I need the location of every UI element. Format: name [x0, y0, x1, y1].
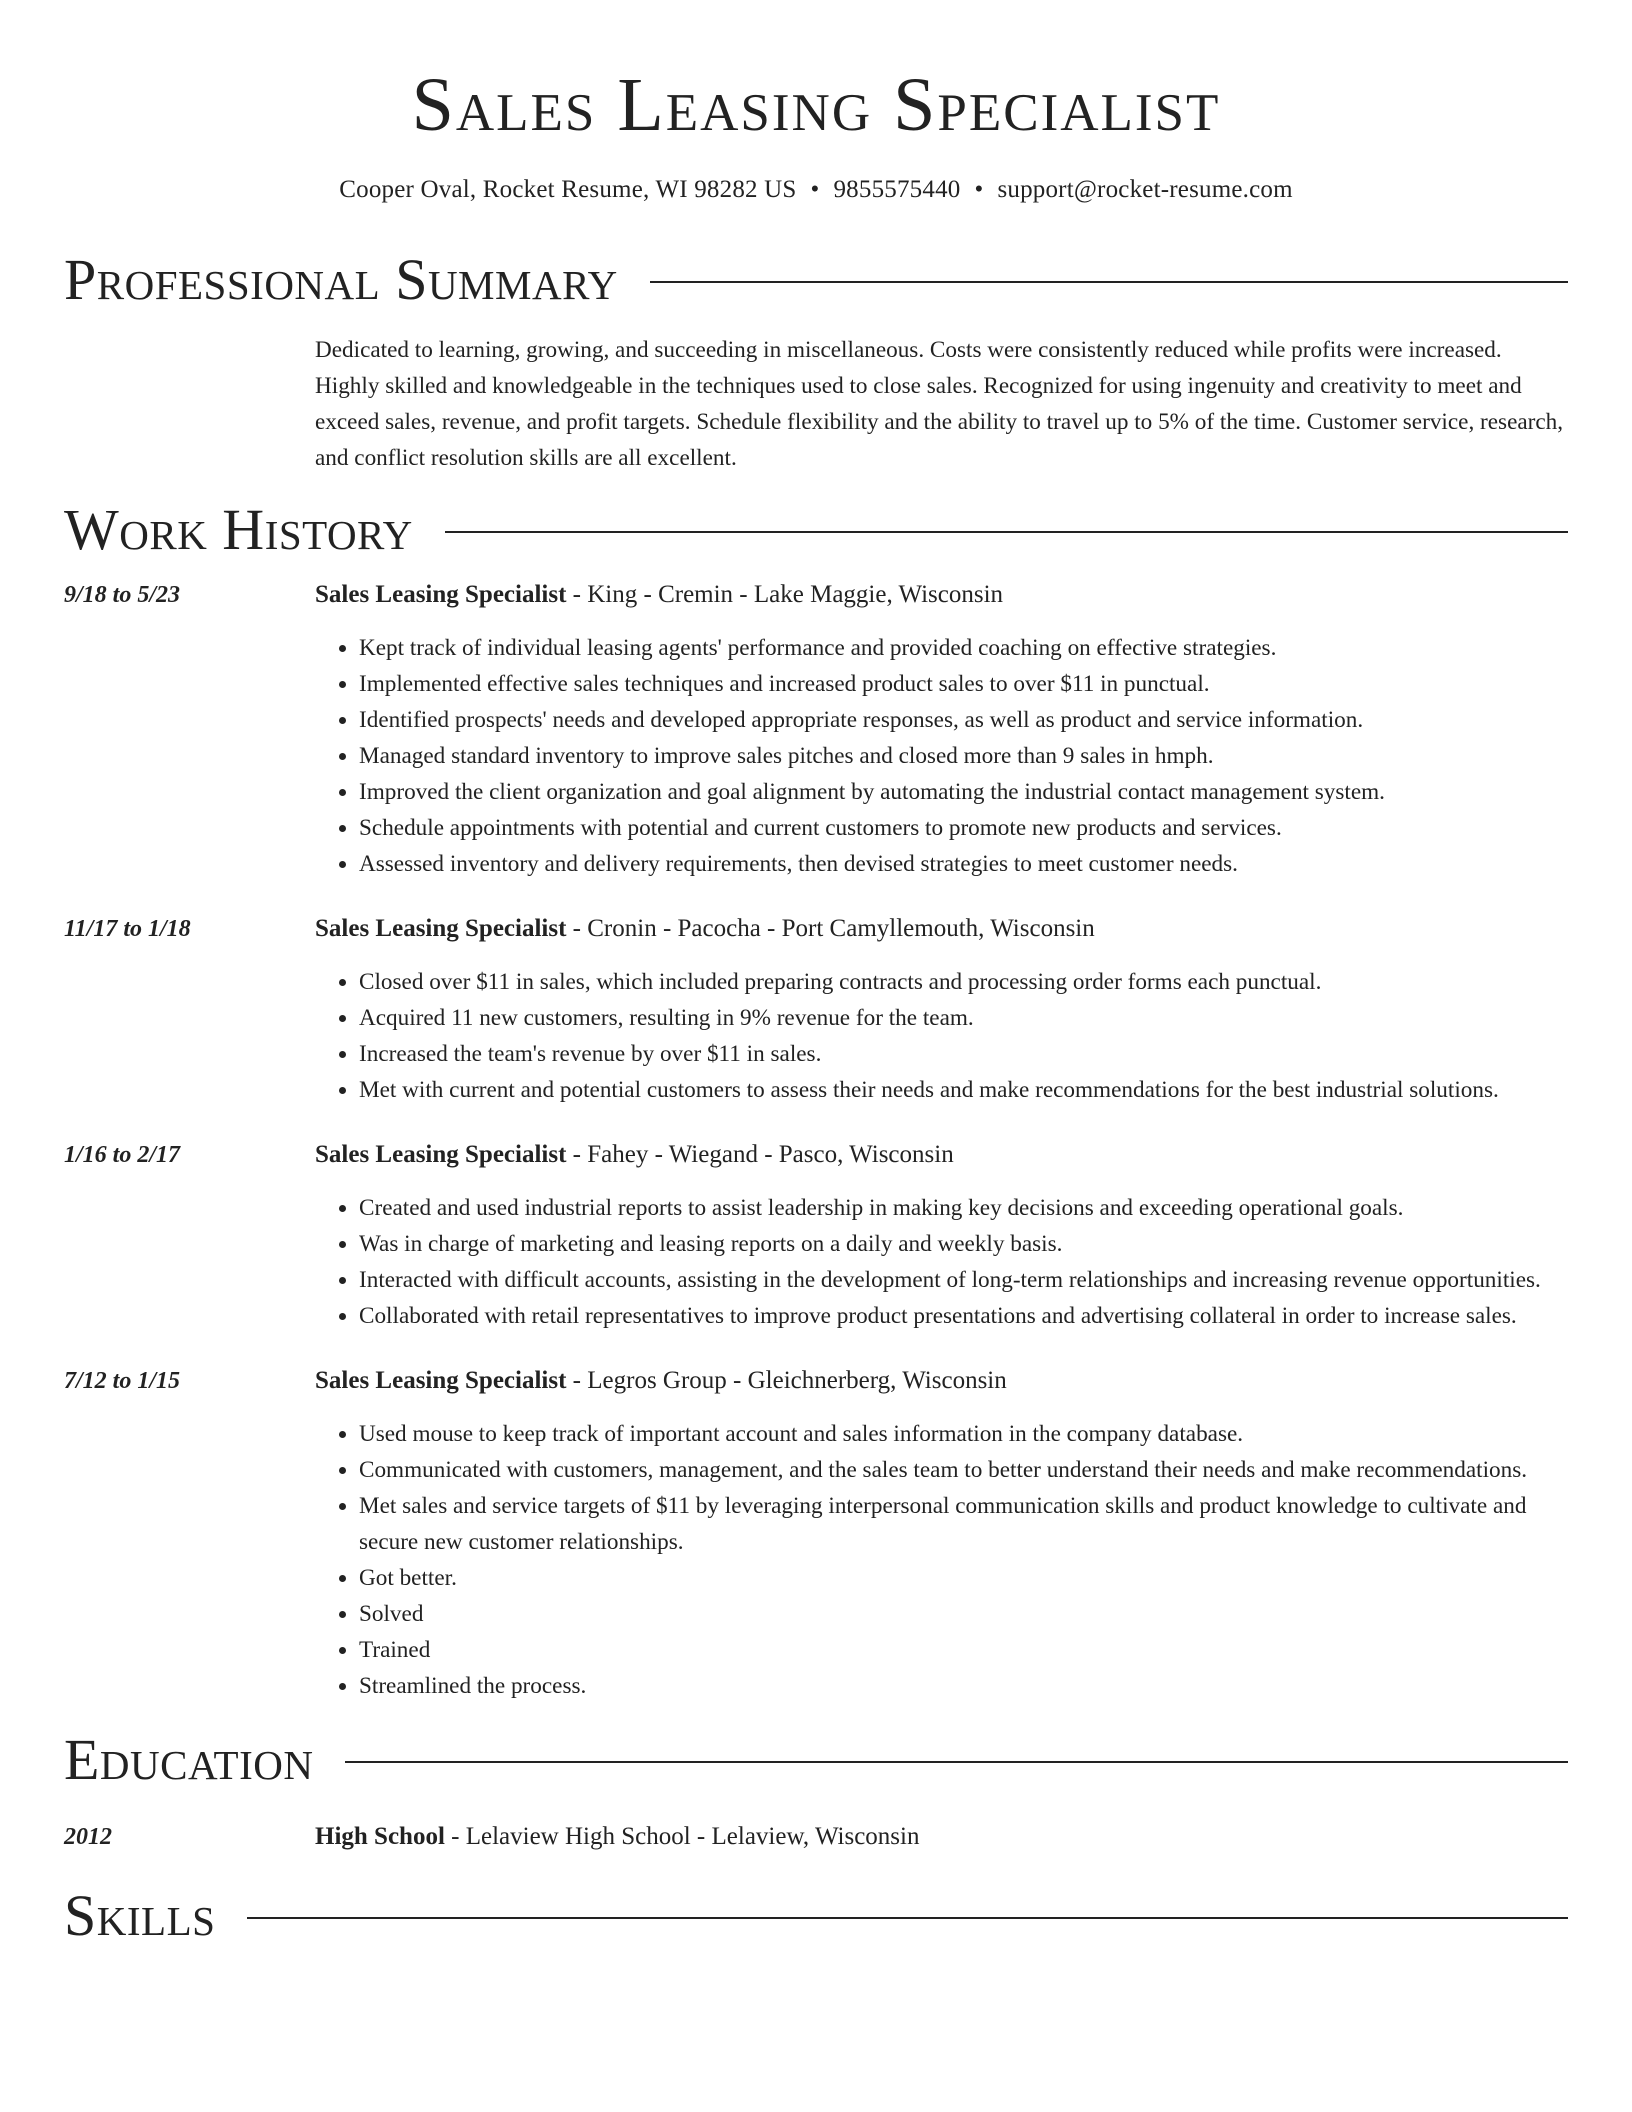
- job-bullet: • Managed standard inventory to improve sales pitches and closed more than 9 sales in hmph.: [359, 738, 1568, 774]
- job-bullet: • Increased the team's revenue by over $11 in sales.: [359, 1036, 1568, 1072]
- job-entry: [64, 578, 1568, 882]
- job-bullets: [315, 630, 1568, 882]
- contact-line: [64, 174, 1568, 206]
- job-bullet: • Got better.: [359, 1560, 1568, 1596]
- job-company: - King - Cremin - Lake Maggie, Wisconsin: [566, 581, 1004, 608]
- job-bullet: • Created and used industrial reports to assist leadership in making key decisions and exceeding operational goals.: [359, 1190, 1568, 1226]
- job-dates: 1/16 to 2/17: [64, 1142, 181, 1168]
- job-bullet: • Identified prospects' needs and developed appropriate responses, as well as product and service information.: [359, 702, 1568, 738]
- job-bullet: • Closed over $11 in sales, which included preparing contracts and processing order forms each punctual.: [359, 964, 1568, 1000]
- resume-page: [64, 0, 1568, 1946]
- job-bullet: • Streamlined the process.: [359, 1668, 1568, 1704]
- job-heading: [315, 578, 1568, 612]
- job-body: [315, 1138, 1568, 1334]
- section-divider: [650, 281, 1568, 283]
- summary-section-header: [64, 247, 1568, 312]
- education-entry: [64, 1820, 1568, 1854]
- job-bullet: • Met with current and potential customers to assess their needs and make recommendations for the best industrial solutions.: [359, 1072, 1568, 1108]
- job-entry: [64, 912, 1568, 1108]
- job-dates: 9/18 to 5/23: [64, 582, 181, 608]
- job-bullet: • Met sales and service targets of $11 by leveraging interpersonal communication skills and product knowledge to cultivate and secure new customer relationships.: [359, 1488, 1568, 1560]
- job-bullet: • Trained: [359, 1632, 1568, 1668]
- contact-separator: •: [974, 176, 984, 203]
- job-bullet: • Improved the client organization and goal alignment by automating the industrial contact management system.: [359, 774, 1568, 810]
- job-bullet: • Communicated with customers, management, and the sales team to better understand their needs and make recommendations.: [359, 1452, 1568, 1488]
- job-role: Sales Leasing Specialist: [315, 1367, 567, 1394]
- job-company: - Fahey - Wiegand - Pasco, Wisconsin: [566, 1141, 954, 1168]
- contact-separator: •: [810, 176, 820, 203]
- section-title-work: Work History: [64, 497, 413, 562]
- education-school: - Lelaview High School - Lelaview, Wisconsin: [444, 1823, 920, 1850]
- job-entry: [64, 1364, 1568, 1704]
- job-entry: [64, 1138, 1568, 1334]
- job-bullet: • Interacted with difficult accounts, assisting in the development of long-term relationships and increasing revenue opportunities.: [359, 1262, 1568, 1298]
- job-heading: [315, 1364, 1568, 1398]
- job-body: [315, 578, 1568, 882]
- contact-phone: 9855575440: [833, 176, 961, 203]
- job-company: - Legros Group - Gleichnerberg, Wisconsin: [566, 1367, 1007, 1394]
- job-bullet: • Kept track of individual leasing agents' performance and provided coaching on effective strategies.: [359, 630, 1568, 666]
- job-body: [315, 1364, 1568, 1704]
- education-degree: High School: [315, 1823, 445, 1850]
- skills-section-header: [64, 1883, 1568, 1948]
- job-bullet: • Assessed inventory and delivery requirements, then devised strategies to meet customer needs.: [359, 846, 1568, 882]
- education-heading: [315, 1820, 919, 1854]
- education-section-header: [64, 1727, 1568, 1792]
- job-dates: 7/12 to 1/15: [64, 1368, 181, 1394]
- section-divider: [445, 531, 1568, 533]
- contact-address: Cooper Oval, Rocket Resume, WI 98282 US: [339, 176, 797, 203]
- job-role: Sales Leasing Specialist: [315, 1141, 567, 1168]
- job-bullet: • Schedule appointments with potential and current customers to promote new products and services.: [359, 810, 1568, 846]
- contact-email: support@rocket-resume.com: [997, 176, 1293, 203]
- section-title-summary: Professional Summary: [64, 247, 618, 312]
- job-bullet: • Implemented effective sales techniques and increased product sales to over $11 in punctual.: [359, 666, 1568, 702]
- job-bullet: • Used mouse to keep track of important account and sales information in the company database.: [359, 1416, 1568, 1452]
- job-dates: 11/17 to 1/18: [64, 916, 191, 942]
- job-bullets: [315, 964, 1568, 1108]
- job-heading: [315, 912, 1568, 946]
- section-divider: [247, 1917, 1568, 1919]
- education-date: 2012: [64, 1824, 112, 1850]
- job-bullet: • Acquired 11 new customers, resulting in 9% revenue for the team.: [359, 1000, 1568, 1036]
- job-bullet: • Collaborated with retail representatives to improve product presentations and advertising collateral in order to increase sales.: [359, 1298, 1568, 1334]
- section-title-education: Education: [64, 1727, 314, 1792]
- job-heading: [315, 1138, 1568, 1172]
- job-bullet: • Solved: [359, 1596, 1568, 1632]
- job-role: Sales Leasing Specialist: [315, 581, 567, 608]
- job-role: Sales Leasing Specialist: [315, 915, 567, 942]
- section-title-skills: Skills: [64, 1883, 216, 1948]
- job-bullets: [315, 1190, 1568, 1334]
- section-divider: [345, 1761, 1568, 1763]
- job-bullet: • Was in charge of marketing and leasing reports on a daily and weekly basis.: [359, 1226, 1568, 1262]
- resume-name-heading: Sales Leasing Specialist: [411, 63, 1221, 147]
- job-body: [315, 912, 1568, 1108]
- job-company: - Cronin - Pacocha - Port Camyllemouth, Wisconsin: [566, 915, 1095, 942]
- summary-text: Dedicated to learning, growing, and succeeding in miscellaneous. Costs were consistently reduced while profits were increased. Highly skilled and knowledgeable in the techniques used to close sales. Recognized for using ingenuity and creativity to meet and exceed sales, revenue, and profit targets. Schedule flexibility and the ability to travel up to 5% of the time. Customer service, research, and conflict resolution skills are all excellent.: [315, 337, 1564, 471]
- job-bullets: [315, 1416, 1568, 1704]
- work-section-header: [64, 497, 1568, 562]
